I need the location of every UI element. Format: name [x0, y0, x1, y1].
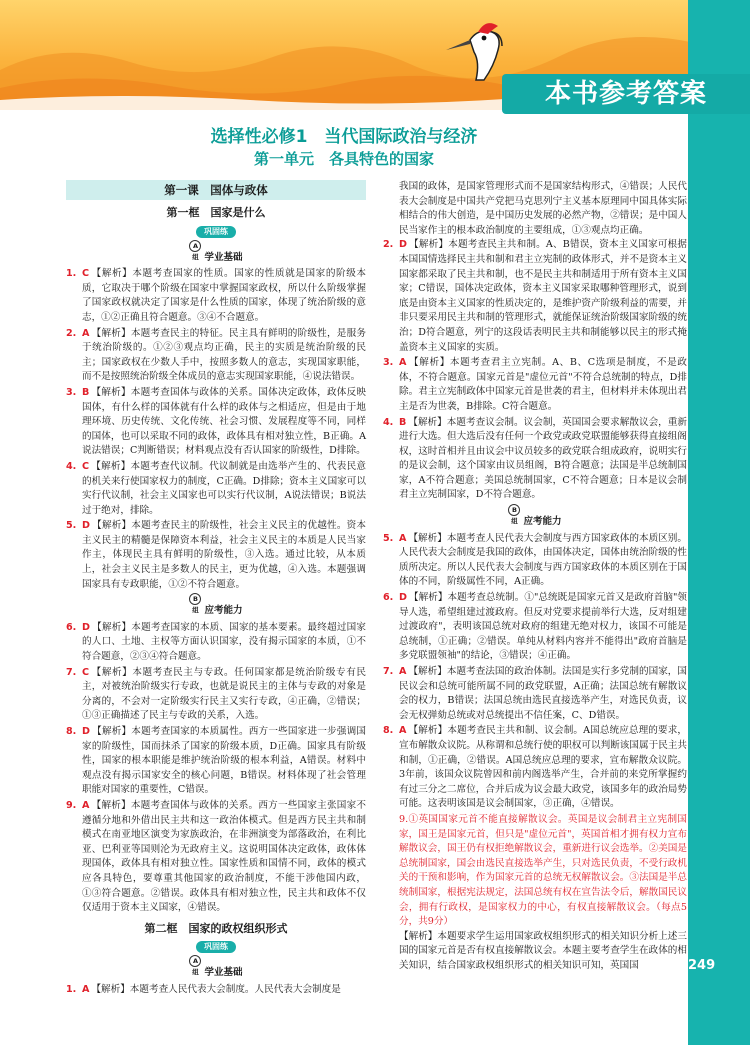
volume-title: 选择性必修1 当代国际政治与经济 — [210, 127, 478, 147]
answer-item: 4. B 【解析】本题考查议会制。议会制，英国国会要求解散议会，重新进行大选。但大选后没有任何一个政党或政党联盟能够获得直接组阁权，这时首相并且由议会中议员较多的政党联合组成政府，说明实行的是议会制，这个国家由议员组阁，B符合题意；法国是半总统制国家，A不符合题意；美国总统制国家，C不符合题意；日本是议会制君主立宪制国家，D不符合题意。 — [383, 416, 687, 501]
right-column — [383, 180, 687, 973]
section-tag-a: A组 — [189, 240, 201, 252]
book-title: 本书参考答案 — [544, 79, 707, 109]
section-basic-heading: A组 学业基础 — [66, 240, 366, 266]
answer-item: 8. A 【解析】本题考查民主共和制、议会制。A国总统应总理的要求，宣布解散众议院。从称谓和总统行使的职权可以判断该国属于民主共和制，①正确，②错误。A国总统应总理的要求，宣布解散众议院。3年前，该国众议院曾因和前内阁选举产生，合并前的来党所掌握约有过三分之二席位，合并后成为议会最大政党，该国多年的政治局势可能。这表明该国是议会制国家，③正确，④错误。 — [383, 725, 687, 810]
answer-item: 3. B 【解析】本题考查国体与政体的关系。国体决定政体，政体反映国体，有什么样的国体就有什么样的政体与之相适应，但是由于地理环境、历史传统、文化传统、社会习惯、发展程度等不同，同样的国体，也可以采取不同的政体，政体具有相对独立性，B正确。A说法错误；C判断错误；材料观点没有否认国家的阶级性，D排除。 — [66, 386, 366, 457]
practice-pill: 巩固练 — [196, 226, 236, 238]
book-title-banner — [502, 74, 750, 114]
right-accent-strip — [688, 0, 750, 1045]
answer-item: 8. D 【解析】本题考查国家的本质属性。西方一些国家进一步强调国家的阶级性，国而抹杀了国家的阶级本质，D正确。国家具有阶级性，国家的根本职能是维护统治阶级的根本利益，A错误。材料中观点没有揭示国家安全的核心问题，B错误。材料体现了社会管理职能对国家的重要性，C错误。 — [66, 726, 366, 796]
section-tag-a-2: A组 — [189, 955, 201, 967]
answer-item: 2. A 【解析】本题考查民主的特征。民主具有鲜明的阶级性，是服务于统治阶级的。①②③观点均正确，民主的实质是统治阶级的民主；国家政权在少数人手中，按照多数人的意志，实现国家职能，而不是按照统治阶级全体成员的意志实现国家职能，④说法错误。 — [66, 327, 366, 383]
section-advanced-heading-right: B组 应考能力 — [383, 504, 687, 530]
answer-item: 1. A 【解析】本题考查人民代表大会制度。人民代表大会制度是 — [66, 983, 341, 995]
answer-item: 1. C 【解析】本题考查国家的性质。国家的性质就是国家的阶级本质，它取决于哪个阶级在国家中掌握国家政权，所以什么阶级掌握了国家政权就决定了国家是什么性质的国家，体现了统治阶级的意志，①②正确且符合题意。③④不合题意。 — [66, 268, 366, 323]
answer-item: 5. A 【解析】本题考查人民代表大会制度与西方国家政体的本质区别。人民代表大会制度是我国的政体，由国体决定，国体由统治阶级的性质所决定。所以人民代表大会制度与西方国家政体的本质区别在于国体的不同，阶级属性不同，A正确。 — [383, 532, 687, 588]
essay-answer-9: 9.①英国国家元首不能直接解散议会。英国是议会制君主立宪制国家，国王是国家元首，但只是"虚位元首"，英国首相才拥有权力宣布解散议会，国王仍有权拒绝解散议会，重新进行议会选举。②美国是总统制国家，国会由选民直接选举产生，只对选民负责，不受行政机关的干预和影响，作为国家元首的总统无权解散议会。③法国是半总统制国家，根据宪法规定，法国总统有权在宣告法令后，解散国民议会，拥有行政权，是国家权力的中心，有权直接解散议会。（每点5分，共9分） — [399, 813, 687, 928]
section-advanced-heading: B组 应考能力 — [66, 593, 366, 619]
answer-item: 6. D 【解析】本题考查总统制。①"总统既是国家元首又是政府首脑"领导人选，希望组建过渡政府。但反对党要求提前举行大选，反对组建过渡政府"，表明该国总统对政府的组建无绝对权力，该国不可能是总统制，①正确；②错误。单纯从材料内容并不能得出"政府首脑是多党联盟领袖"的结论，③错误；④正确。 — [383, 592, 687, 662]
answer-item: 2. D 【解析】本题考查民主共和制。A、B错误，资本主义国家可根据本国国情选择民主共和制和君主立宪制的政体形式，并不是资本主义国家都采取了民主共和制，也不是民主共和制适用于所有资本主义国家；C错误，国体决定政体，资本主义国家采取哪种管理形式，说到底是由资本主义国家的性质决定的，是维护资产阶级利益的需要，并非只要采用民主共和制的管理形式，就能保证统治阶级国家阶级的统治；D符合题意，列宁的这段话表明民主共和制能够以民主的形式掩盖资本主义国家的实质。 — [383, 239, 687, 353]
answer-item: 7. A 【解析】本题考查法国的政治体制。法国是实行多党制的国家，国民议会和总统可能所属不同的政党联盟，A正确；法国总统有解散议会的权力，B错误；法国总统由选民直接选举产生，对选民负责，议会无权弹劾总统或对总统提出不信任案，C、D错误。 — [383, 666, 687, 721]
answer-item: 7. C 【解析】本题考查民主与专政。任何国家都是统治阶级专有民主，对被统治阶级实行专政，也就是说民主的主体与专政的对象是分离的，不会对一定阶级实行民主又实行专政，④正确，②错误；①③正确描述了民主与专政的关系，入选。 — [66, 666, 366, 722]
practice-pill-2: 巩固练 — [196, 941, 236, 953]
answer-item: 5. D 【解析】本题考查民主的阶级性，社会主义民主的优越性。资本主义民主的精髓是保障资本利益，社会主义民主的本质是人民当家作主，体现民主具有鲜明的阶级性，③入选。通过比较，从本质上，社会主义民主是多数人的民主，更为优越，④入选。本题强调国家具有专政职能，①②不符合题意。 — [66, 520, 366, 590]
answer-item: 3. A 【解析】本题考查君主立宪制。A、B、C选项是制度，不是政体，不符合题意。国家元首是"虚位元首"不符合总统制的特点，D排除。君主立宪制政体中国家元首是世袭的君主，但材料并未体现出君主是否为世袭，B排除。C符合题意。 — [383, 357, 687, 412]
page-number: 249 — [688, 958, 716, 973]
section-tag-b-right: B组 — [508, 504, 520, 516]
section-tag-b: B组 — [189, 593, 201, 605]
essay-analysis-9: 【解析】本题要求学生运用国家政权组织形式的相关知识分析上述三国的国家元首是否有权直接解散议会。本题主要考查学生在政体的相关知识，结合国家政权组织形式的相关知识可知，英国国 — [399, 930, 687, 971]
answer-item: 9. A 【解析】本题考查国体与政体的关系。西方一些国家主张国家不遵循分地和外借出民主共和这一政治体模式。但是西方民主共和制模式在南亚地区演变为家族政治，在非洲演变为部落政治，在利比亚、巴利亚等国则沦为无政府主义。这说明国体决定政体，政体体现国体，政体具有相对独立性。国家性质和国情不同，政体的模式应各具特色，要尊重其他国家的政治制度，不能干涉他国内政，①③符合题意。②错误。政体具有相对独立性，民主共和政体不仅仅适用于资本主义国家，④错误。 — [66, 799, 366, 914]
left-column — [66, 180, 366, 999]
lesson-heading: 第一课 国体与政体 — [66, 180, 366, 200]
answer-item: 4. C 【解析】本题考查代议制。代议制就是由选举产生的、代表民意的机关来行使国家权力的制度，C正确。D排除；资本主义国家可以实行代议制，社会主义国家也可以实行代议制，A说法错误；B说法过于绝对，排除。 — [66, 460, 366, 516]
section-basic-heading-2: A组 学业基础 — [66, 955, 366, 981]
continued-text: 我国的政体，是国家管理形式而不是国家结构形式，④错误；人民代表大会制度是中国共产党把马克思列宁主义基本原理同中国具体实际相结合的伟大创造，是中国历史发展的必然产物，②错误；是中国人民当家作主的根本政治制度的主要组成，①③观点均正确。 — [399, 181, 687, 236]
frame-heading-2: 第二框 国家的政权组织形式 — [144, 921, 288, 935]
answer-item: 6. D 【解析】本题考查国家的本质、国家的基本要素。最终超过国家的人口、土地、主权等方面认识国家，没有揭示国家的本质，①不符合题意，②③④符合题意。 — [66, 621, 366, 663]
frame-heading: 第一框 国家是什么 — [166, 206, 266, 219]
unit-title: 第一单元 各具特色的国家 — [253, 150, 434, 168]
woodpecker-icon — [440, 10, 520, 82]
